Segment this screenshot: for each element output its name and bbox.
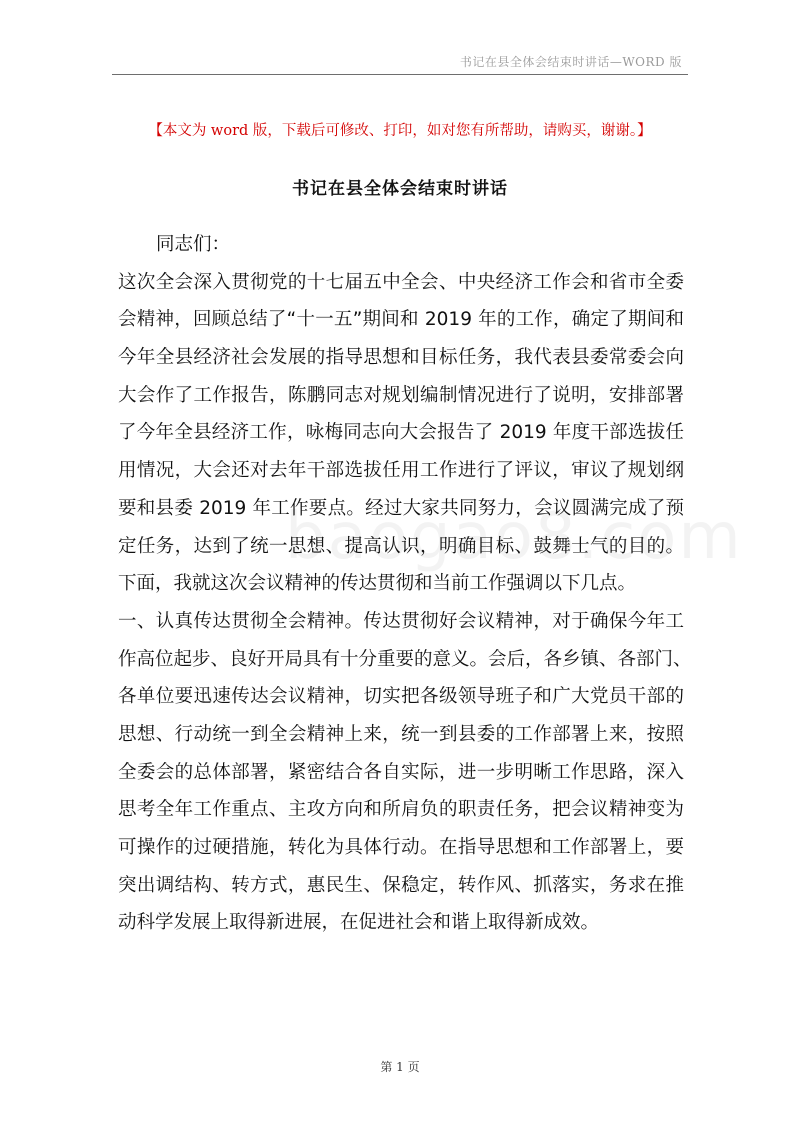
- text-line: 用情况，大会还对去年干部选拔任用工作进行了评议，审议了规划纲: [118, 460, 684, 482]
- text-line: 会精神，回顾总结了“十一五”期间和 2019 年的工作，确定了期间和: [118, 309, 684, 331]
- text-line: 这次全会深入贯彻党的十七届五中全会、中央经济工作会和省市全委: [118, 271, 684, 293]
- text-line: 动科学发展上取得新进展，在促进社会和谐上取得新成效。: [118, 912, 600, 934]
- text-line: 可操作的过硬措施，转化为具体行动。在指导思想和工作部署上，要: [118, 837, 684, 858]
- purchase-notice: 【本文为 word 版，下载后可修改、打印，如对您有所帮助，请购买，谢谢。】: [148, 123, 652, 139]
- text-line: 思考全年工作重点、主攻方向和所肩负的职责任务，把会议精神变为: [118, 799, 684, 821]
- paragraph-1: [118, 264, 684, 603]
- text-line: 作高位起步、良好开局具有十分重要的意义。会后，各乡镇、各部门、: [118, 648, 692, 670]
- document-title: 书记在县全体会结束时讲话: [292, 179, 508, 199]
- text-line: 下面，我就这次会议精神的传达贯彻和当前工作强调以下几点。: [118, 573, 637, 595]
- text-line: 今年全县经济社会发展的指导思想和目标任务，我代表县委常委会向: [118, 347, 684, 369]
- text-line: 定任务，达到了统一思想、提高认识，明确目标、鼓舞士气的目的。: [118, 535, 684, 557]
- greeting: 同志们：: [156, 234, 231, 255]
- header-divider: [112, 74, 688, 75]
- document-body: [118, 226, 692, 942]
- page-number: 第 1 页: [380, 1060, 420, 1074]
- text-line: 全委会的总体部署，紧密结合各自实际，进一步明晰工作思路，深入: [118, 761, 684, 783]
- text-line: 了今年全县经济工作，咏梅同志向大会报告了 2019 年度干部选拔任: [118, 422, 684, 444]
- text-line: 思想、行动统一到全会精神上来，统一到县委的工作部署上来，按照: [118, 723, 684, 745]
- text-line: 一、认真传达贯彻全会精神。传达贯彻好会议精神，对于确保今年工: [118, 610, 684, 632]
- text-line: 大会作了工作报告，陈鹏同志对规划编制情况进行了说明，安排部署: [118, 384, 684, 406]
- paragraph-2: [118, 603, 692, 942]
- text-line: 各单位要迅速传达会议精神，切实把各级领导班子和广大党员干部的: [118, 686, 684, 708]
- text-line: 要和县委 2019 年工作要点。经过大家共同努力，会议圆满完成了预: [118, 497, 684, 519]
- text-line: 突出调结构、转方式，惠民生、保稳定，转作风、抓落实，务求在推: [118, 874, 684, 896]
- running-header: 书记在县全体会结束时讲话—WORD 版: [459, 55, 682, 69]
